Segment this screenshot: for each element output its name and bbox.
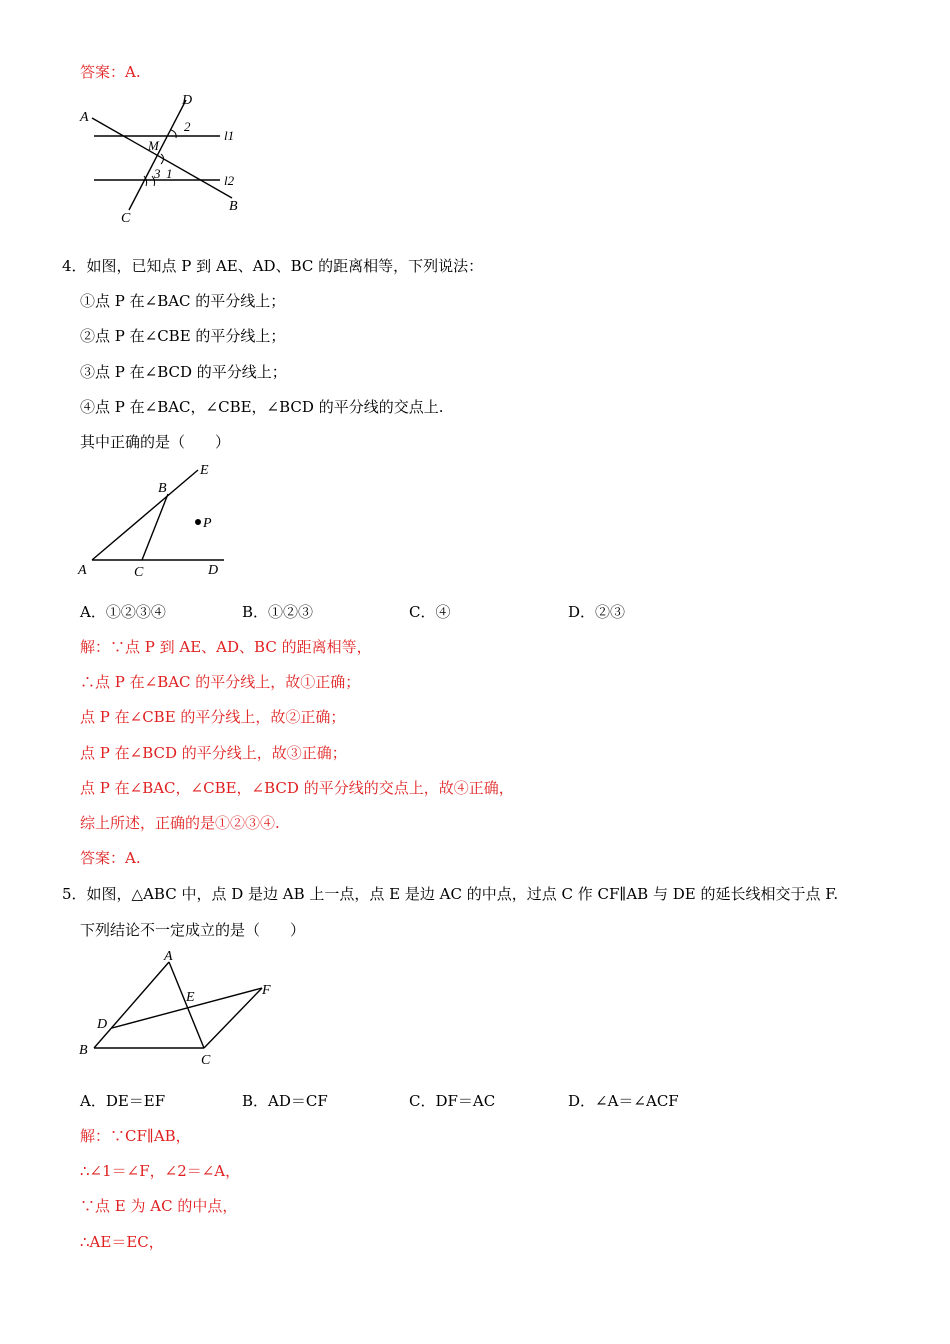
q5-solution-2: ∴∠1＝∠F，∠2＝∠A，	[80, 1162, 241, 1180]
q4-item-1: ①点 P 在∠BAC 的平分线上；	[80, 292, 286, 310]
q5-fig-label-F: F	[262, 983, 271, 998]
fig1-label-D: D	[182, 93, 193, 108]
q5-fig-label-C: C	[201, 1053, 211, 1068]
q5-option-d: D．∠A＝∠ACF	[568, 1092, 679, 1110]
q5-fig-label-B: B	[79, 1043, 88, 1058]
q5-fig-label-D: D	[97, 1017, 108, 1032]
q5-stem: 5．如图，△ABC 中，点 D 是边 AB 上一点，点 E 是边 AC 的中点，过点 C 作 CF∥AB 与 DE 的延长线相交于点 F.	[62, 885, 839, 903]
q3-answer: 答案：A.	[80, 63, 141, 81]
q4-solution-5: 点 P 在∠BAC，∠CBE，∠BCD 的平分线的交点上，故④正确，	[80, 779, 514, 797]
q4-option-b: B．①②③	[242, 603, 314, 621]
q5-option-b: B．AD＝CF	[242, 1092, 328, 1110]
q4-option-c: C．④	[409, 603, 451, 621]
figure-q5	[74, 946, 284, 1068]
fig1-label-A: A	[80, 110, 89, 125]
fig1-label-C: C	[121, 211, 131, 226]
q4-answer: 答案：A.	[80, 849, 141, 867]
q4-solution-3: 点 P 在∠CBE 的平分线上，故②正确；	[80, 708, 346, 726]
q4-fig-label-D: D	[208, 563, 219, 578]
q4-solution-4: 点 P 在∠BCD 的平分线上，故③正确；	[80, 744, 347, 762]
q4-solution-6: 综上所述，正确的是①②③④.	[80, 814, 280, 832]
q5-solution-4: ∴AE＝EC，	[80, 1233, 164, 1251]
q4-stem: 4．如图，已知点 P 到 AE、AD、BC 的距离相等，下列说法：	[62, 257, 484, 275]
q5-solution-3: ∵点 E 为 AC 的中点，	[80, 1197, 238, 1215]
fig1-label-1: 1	[166, 166, 173, 181]
q5-fig-label-E: E	[186, 990, 195, 1005]
q4-item-4: ④点 P 在∠BAC，∠CBE，∠BCD 的平分线的交点上.	[80, 398, 444, 416]
q5-option-a: A．DE＝EF	[80, 1092, 166, 1110]
q4-item-2: ②点 P 在∠CBE 的平分线上；	[80, 327, 286, 345]
fig1-label-M: M	[148, 138, 159, 153]
q4-solution-2: ∴点 P 在∠BAC 的平分线上，故①正确；	[80, 673, 361, 691]
q4-solution-1: 解：∵点 P 到 AE、AD、BC 的距离相等，	[80, 638, 372, 656]
q4-option-a: A．①②③④	[80, 603, 166, 621]
q4-item-3: ③点 P 在∠BCD 的平分线上；	[80, 363, 287, 381]
q5-solution-1: 解：∵CF∥AB，	[80, 1127, 191, 1145]
figure-parallel-lines	[74, 88, 274, 228]
fig1-label-l2: l2	[224, 173, 235, 188]
q4-fig-label-A: A	[78, 563, 87, 578]
q4-ask: 其中正确的是（ ）	[80, 433, 231, 451]
figure-q4	[76, 458, 236, 582]
q4-fig-label-B: B	[158, 481, 167, 496]
fig1-label-2: 2	[184, 119, 191, 134]
q5-option-c: C．DF＝AC	[409, 1092, 496, 1110]
fig1-label-l1: l1	[224, 128, 235, 143]
q4-fig-label-E: E	[200, 463, 209, 478]
fig1-label-B: B	[229, 199, 238, 214]
q4-fig-label-C: C	[134, 565, 144, 580]
q4-option-d: D．②③	[568, 603, 626, 621]
q4-fig-label-P: P	[203, 516, 212, 531]
fig1-label-3: 3	[154, 166, 161, 181]
q5-ask: 下列结论不一定成立的是（ ）	[80, 921, 306, 939]
q5-fig-label-A: A	[164, 949, 173, 964]
